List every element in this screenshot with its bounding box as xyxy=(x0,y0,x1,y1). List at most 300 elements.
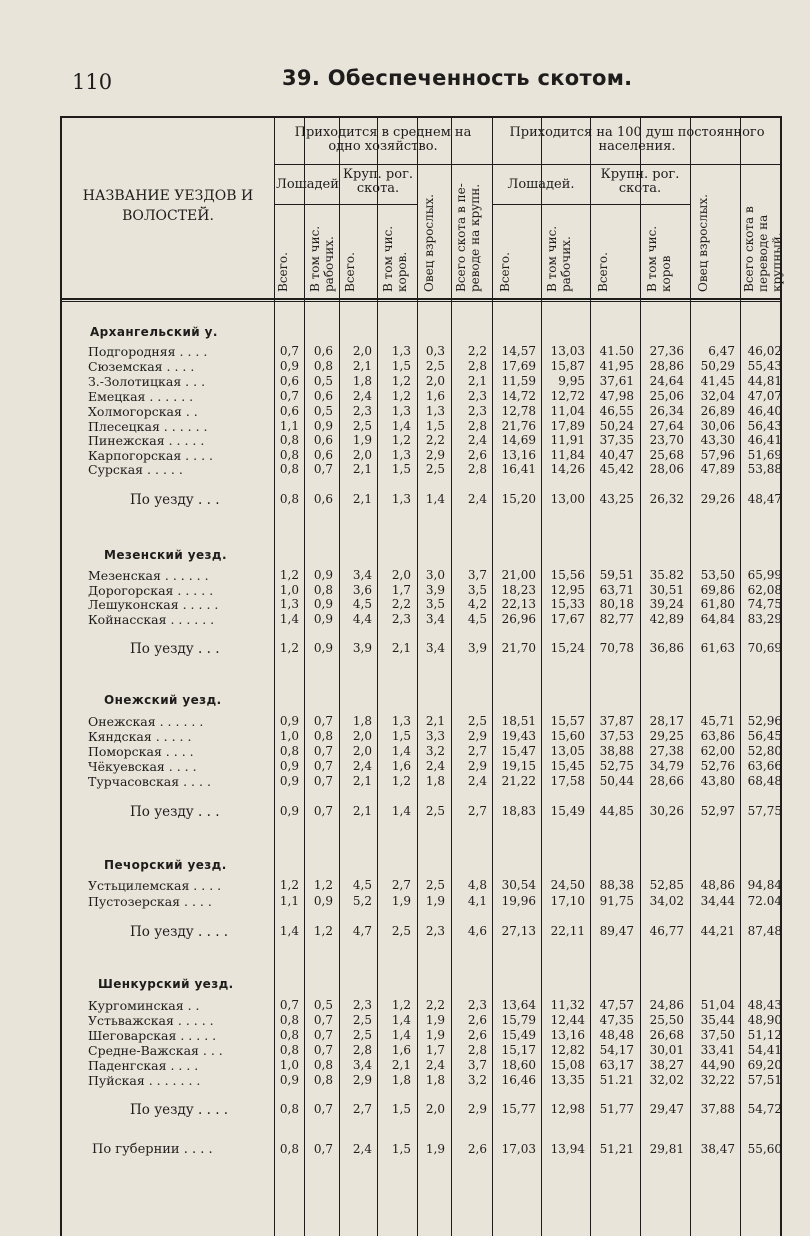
table-cell: 63,71 xyxy=(599,583,634,597)
table-cell: 18,23 xyxy=(501,583,536,597)
district-total-cell: 29,26 xyxy=(700,492,735,506)
table-cell: 2,0 xyxy=(352,729,372,743)
table-cell: 2,4 xyxy=(352,389,372,403)
district-total-cell: 48,47 xyxy=(747,492,782,506)
table-cell: 47,89 xyxy=(700,462,735,476)
table-cell: 1,2 xyxy=(313,878,333,892)
district-total-cell: 1,4 xyxy=(425,492,445,506)
table-cell: 3,4 xyxy=(352,568,372,582)
table-cell: 1,5 xyxy=(391,462,411,476)
table-cell: 24,50 xyxy=(550,878,585,892)
table-cell: 12,72 xyxy=(550,389,585,403)
table-cell: 9,95 xyxy=(558,374,585,388)
table-row-name: Дорогорская . . . . . xyxy=(88,583,214,598)
table-cell: 2,8 xyxy=(467,462,487,476)
district-total-cell: 1,3 xyxy=(391,492,411,506)
table-cell: 4,5 xyxy=(352,597,372,611)
table-cell: 44,90 xyxy=(700,1058,735,1072)
table-cell: 37,87 xyxy=(599,714,634,728)
table-cell: 2,3 xyxy=(352,998,372,1012)
table-cell: 1,0 xyxy=(279,583,299,597)
animal-sub-rule xyxy=(274,204,417,205)
table-cell: 1,9 xyxy=(425,1013,445,1027)
table-cell: 2,1 xyxy=(425,714,445,728)
table-cell: 13,03 xyxy=(550,344,585,358)
table-cell: 46,40 xyxy=(747,404,782,418)
table-cell: 1,8 xyxy=(425,774,445,788)
table-cell: 51,12 xyxy=(747,1028,782,1042)
table-cell: 4,5 xyxy=(467,612,487,626)
table-cell: 37,53 xyxy=(599,729,634,743)
table-cell: 12,44 xyxy=(550,1013,585,1027)
table-cell: 63,86 xyxy=(700,729,735,743)
table-cell: 52,85 xyxy=(649,878,684,892)
table-cell: 51,04 xyxy=(700,998,735,1012)
province-total-cell: 0,8 xyxy=(279,1142,299,1156)
district-total-cell: 1,4 xyxy=(391,804,411,818)
page-number: 110 xyxy=(72,70,113,94)
table-cell: 1,4 xyxy=(279,612,299,626)
table-row-name: Сурская . . . . . xyxy=(88,462,183,477)
table-cell: 29,25 xyxy=(649,729,684,743)
table-cell: 13,16 xyxy=(501,448,536,462)
table-cell: 11,84 xyxy=(550,448,585,462)
district-total-cell: 2,1 xyxy=(391,641,411,655)
table-cell: 4,8 xyxy=(467,878,487,892)
table-cell: 25,50 xyxy=(649,1013,684,1027)
table-cell: 38,27 xyxy=(649,1058,684,1072)
district-total-cell: 0,9 xyxy=(279,804,299,818)
table-cell: 0,8 xyxy=(279,1043,299,1057)
table-cell: 0,9 xyxy=(313,568,333,582)
table-cell: 16,41 xyxy=(501,462,536,476)
table-cell: 30,51 xyxy=(649,583,684,597)
table-cell: 69,20 xyxy=(747,1058,782,1072)
table-cell: 2,4 xyxy=(467,433,487,447)
table-cell: 2,0 xyxy=(391,568,411,582)
table-cell: 1,3 xyxy=(391,448,411,462)
district-total-cell: 26,32 xyxy=(649,492,684,506)
table-cell: 28,86 xyxy=(649,359,684,373)
district-total-cell: 2,5 xyxy=(391,924,411,938)
table-cell: 34,79 xyxy=(649,759,684,773)
table-cell: 4,1 xyxy=(467,894,487,908)
table-cell: 69,86 xyxy=(700,583,735,597)
table-row-name: Кургоминская . . xyxy=(88,998,200,1013)
table-cell: 2,2 xyxy=(425,433,445,447)
table-cell: 88,38 xyxy=(599,878,634,892)
table-cell: 1,4 xyxy=(391,419,411,433)
table-cell: 45,42 xyxy=(599,462,634,476)
province-total-cell: 1,9 xyxy=(425,1142,445,1156)
table-cell: 1,7 xyxy=(391,583,411,597)
table-cell: 43,30 xyxy=(700,433,735,447)
table-cell: 1,3 xyxy=(391,404,411,418)
table-cell: 2,4 xyxy=(352,759,372,773)
table-cell: 3,0 xyxy=(425,568,445,582)
table-cell: 11,32 xyxy=(550,998,585,1012)
district-total-cell: 89,47 xyxy=(599,924,634,938)
table-cell: 2,0 xyxy=(352,744,372,758)
table-cell: 53,50 xyxy=(700,568,735,582)
district-total-cell: 61,63 xyxy=(700,641,735,655)
table-cell: 46,02 xyxy=(747,344,782,358)
table-cell: 50,44 xyxy=(599,774,634,788)
table-cell: 48,86 xyxy=(700,878,735,892)
table-cell: 0,8 xyxy=(313,729,333,743)
table-cell: 0,5 xyxy=(313,998,333,1012)
table-row-name: Сюземская . . . . xyxy=(88,359,195,374)
sub-converted-header: Всего скота в пе- реводе на крупн. xyxy=(454,183,482,292)
table-cell: 15,17 xyxy=(501,1043,536,1057)
table-cell: 17,89 xyxy=(550,419,585,433)
district-total-cell: 87,48 xyxy=(747,924,782,938)
table-cell: 0,9 xyxy=(313,612,333,626)
table-cell: 0,8 xyxy=(279,744,299,758)
district-total-cell: 37,88 xyxy=(700,1102,735,1116)
horses-header: Лошадей xyxy=(276,177,339,192)
table-cell: 61,80 xyxy=(700,597,735,611)
district-total-cell: 2,0 xyxy=(425,1102,445,1116)
group-sub-rule xyxy=(274,164,780,165)
province-total-cell: 1,5 xyxy=(391,1142,411,1156)
table-cell: 30,01 xyxy=(649,1043,684,1057)
table-cell: 42,89 xyxy=(649,612,684,626)
district-total-cell: 2,9 xyxy=(467,1102,487,1116)
district-total-cell: 15,49 xyxy=(550,804,585,818)
table-cell: 13,05 xyxy=(550,744,585,758)
table-cell: 0,7 xyxy=(279,998,299,1012)
table-cell: 12,78 xyxy=(501,404,536,418)
table-cell: 53,88 xyxy=(747,462,782,476)
horses-header-2: Лошадей. xyxy=(507,177,575,192)
table-cell: 3,2 xyxy=(467,1073,487,1087)
table-cell: 94,84 xyxy=(747,878,782,892)
table-cell: 1,5 xyxy=(391,729,411,743)
table-cell: 2,1 xyxy=(352,462,372,476)
table-cell: 16,46 xyxy=(501,1073,536,1087)
table-cell: 2,5 xyxy=(467,714,487,728)
province-total-cell: 38,47 xyxy=(700,1142,735,1156)
table-cell: 48,90 xyxy=(747,1013,782,1027)
district-total-cell: 2,1 xyxy=(352,804,372,818)
table-row-name: З.-Золотицкая . . . xyxy=(88,374,206,389)
table-row-name: Холмогорская . . xyxy=(88,404,198,419)
table-cell: 40,47 xyxy=(599,448,634,462)
table-cell: 1,2 xyxy=(391,433,411,447)
table-cell: 13,64 xyxy=(501,998,536,1012)
table-cell: 0,6 xyxy=(313,344,333,358)
district-total-cell: 2,1 xyxy=(352,492,372,506)
table-cell: 56,45 xyxy=(747,729,782,743)
table-cell: 4,4 xyxy=(352,612,372,626)
table-cell: 18,60 xyxy=(501,1058,536,1072)
table-cell: 2,3 xyxy=(467,389,487,403)
table-cell: 0,6 xyxy=(279,374,299,388)
table-cell: 2,3 xyxy=(467,404,487,418)
table-cell: 0,7 xyxy=(279,389,299,403)
table-cell: 14,69 xyxy=(501,433,536,447)
table-cell: 0,9 xyxy=(279,359,299,373)
table-cell: 2,4 xyxy=(467,774,487,788)
table-cell: 2,9 xyxy=(467,729,487,743)
table-cell: 2,5 xyxy=(425,359,445,373)
table-cell: 47,98 xyxy=(599,389,634,403)
district-total-cell: 2,7 xyxy=(467,804,487,818)
table-row-name: Мезенская . . . . . . xyxy=(88,568,209,583)
table-cell: 1,3 xyxy=(391,714,411,728)
district-total-cell: 18,83 xyxy=(501,804,536,818)
table-cell: 1,4 xyxy=(391,744,411,758)
table-cell: 41,95 xyxy=(599,359,634,373)
table-cell: 2,9 xyxy=(352,1073,372,1087)
table-cell: 2,6 xyxy=(467,1013,487,1027)
table-cell: 3,4 xyxy=(352,1058,372,1072)
district-total-label: По уезду . . . xyxy=(130,492,220,508)
table-cell: 2,5 xyxy=(425,878,445,892)
table-cell: 14,26 xyxy=(550,462,585,476)
table-cell: 2,8 xyxy=(467,359,487,373)
table-cell: 2,1 xyxy=(352,774,372,788)
table-cell: 2,1 xyxy=(391,1058,411,1072)
district-total-cell: 1,4 xyxy=(279,924,299,938)
table-cell: 15,60 xyxy=(550,729,585,743)
table-cell: 35,44 xyxy=(700,1013,735,1027)
district-total-cell: 13,00 xyxy=(550,492,585,506)
table-cell: 2,4 xyxy=(425,759,445,773)
table-cell: 27,64 xyxy=(649,419,684,433)
section-title: Шенкурский уезд. xyxy=(98,977,234,991)
table-cell: 0,8 xyxy=(313,1073,333,1087)
sub-cows-header: В том чис. коров. xyxy=(381,225,409,292)
animal-sub-rule-2 xyxy=(492,204,690,205)
table-cell: 27,36 xyxy=(649,344,684,358)
table-cell: 52,80 xyxy=(747,744,782,758)
table-cell: 59,51 xyxy=(599,568,634,582)
table-cell: 0,7 xyxy=(313,759,333,773)
district-total-label: По уезду . . . . xyxy=(130,924,229,940)
table-cell: 15,08 xyxy=(550,1058,585,1072)
table-cell: 2,6 xyxy=(467,448,487,462)
table-cell: 30,54 xyxy=(501,878,536,892)
table-cell: 2,3 xyxy=(467,998,487,1012)
table-cell: 2,3 xyxy=(391,612,411,626)
cattle-header: Круп. рог. скота. xyxy=(342,167,414,196)
table-cell: 0,8 xyxy=(279,1028,299,1042)
table-cell: 65,99 xyxy=(747,568,782,582)
table-cell: 0,7 xyxy=(313,774,333,788)
table-cell: 0,8 xyxy=(313,1058,333,1072)
table-cell: 0,8 xyxy=(313,359,333,373)
table-cell: 35.82 xyxy=(649,568,684,582)
table-cell: 4,2 xyxy=(467,597,487,611)
table-cell: 15,47 xyxy=(501,744,536,758)
sub-total-header: Всего. xyxy=(596,252,610,292)
table-cell: 1,2 xyxy=(391,389,411,403)
table-cell: 46,41 xyxy=(747,433,782,447)
district-total-cell: 1,2 xyxy=(313,924,333,938)
table-cell: 1,0 xyxy=(279,1058,299,1072)
table-cell: 1,6 xyxy=(391,1043,411,1057)
district-total-cell: 57,75 xyxy=(747,804,782,818)
district-total-cell: 0,8 xyxy=(279,1102,299,1116)
table-cell: 2,0 xyxy=(352,344,372,358)
table-cell: 28,17 xyxy=(649,714,684,728)
table-cell: 57,96 xyxy=(700,448,735,462)
table-row-name: Пуйская . . . . . . . xyxy=(88,1073,201,1088)
table-cell: 3,3 xyxy=(425,729,445,743)
table-cell: 1,6 xyxy=(425,389,445,403)
table-cell: 0,9 xyxy=(279,1073,299,1087)
table-cell: 2,2 xyxy=(391,597,411,611)
table-cell: 38,88 xyxy=(599,744,634,758)
table-cell: 0,7 xyxy=(313,744,333,758)
table-cell: 1,8 xyxy=(352,714,372,728)
section-title: Мезенский уезд. xyxy=(104,548,227,562)
district-total-cell: 3,9 xyxy=(352,641,372,655)
table-cell: 3,7 xyxy=(467,1058,487,1072)
table-cell: 37,35 xyxy=(599,433,634,447)
table-cell: 15,56 xyxy=(550,568,585,582)
table-cell: 43,80 xyxy=(700,774,735,788)
header-bottom-rule-2 xyxy=(60,301,780,302)
table-row-name: Кяндская . . . . . xyxy=(88,729,192,744)
table-cell: 62,00 xyxy=(700,744,735,758)
page-title: 39. Обеспеченность скотом. xyxy=(282,66,633,90)
table-cell: 28,66 xyxy=(649,774,684,788)
table-cell: 0,3 xyxy=(425,344,445,358)
district-total-cell: 46,77 xyxy=(649,924,684,938)
table-cell: 26,68 xyxy=(649,1028,684,1042)
table-cell: 2,5 xyxy=(425,462,445,476)
district-total-cell: 2,3 xyxy=(425,924,445,938)
table-cell: 33,41 xyxy=(700,1043,735,1057)
table-cell: 23,70 xyxy=(649,433,684,447)
district-total-cell: 2,7 xyxy=(352,1102,372,1116)
table-cell: 46,55 xyxy=(599,404,634,418)
table-cell: 1,0 xyxy=(279,729,299,743)
table-cell: 0,6 xyxy=(313,448,333,462)
section-title: Печорский уезд. xyxy=(104,858,227,872)
table-row-name: Карпогорская . . . . xyxy=(88,448,213,463)
table-cell: 12,82 xyxy=(550,1043,585,1057)
section-title: Архангельский у. xyxy=(90,325,218,339)
district-total-cell: 12,98 xyxy=(550,1102,585,1116)
table-cell: 2,6 xyxy=(467,1028,487,1042)
table-cell: 2,0 xyxy=(425,374,445,388)
table-row-name: Емецкая . . . . . . xyxy=(88,389,194,404)
table-row-name: Средне-Важская . . . xyxy=(88,1043,223,1058)
table-cell: 1,4 xyxy=(391,1013,411,1027)
table-cell: 2,1 xyxy=(352,359,372,373)
province-total-cell: 2,6 xyxy=(467,1142,487,1156)
district-total-cell: 52,97 xyxy=(700,804,735,818)
table-cell: 56,43 xyxy=(747,419,782,433)
district-total-cell: 44,21 xyxy=(700,924,735,938)
table-cell: 52,76 xyxy=(700,759,735,773)
table-cell: 41,45 xyxy=(700,374,735,388)
table-cell: 26,96 xyxy=(501,612,536,626)
table-cell: 1,8 xyxy=(425,1073,445,1087)
table-cell: 19,15 xyxy=(501,759,536,773)
table-cell: 13,16 xyxy=(550,1028,585,1042)
district-total-cell: 3,4 xyxy=(425,641,445,655)
table-cell: 19,96 xyxy=(501,894,536,908)
table-cell: 1,9 xyxy=(425,1028,445,1042)
table-cell: 15,33 xyxy=(550,597,585,611)
table-cell: 34,02 xyxy=(649,894,684,908)
table-row-name: Койнасская . . . . . . xyxy=(88,612,215,627)
table-cell: 22,13 xyxy=(501,597,536,611)
table-cell: 3,7 xyxy=(467,568,487,582)
sub-sheep-header: Овец взрослых. xyxy=(422,194,436,292)
table-cell: 0,5 xyxy=(313,404,333,418)
table-cell: 24,86 xyxy=(649,998,684,1012)
table-cell: 0,8 xyxy=(279,462,299,476)
table-cell: 1,3 xyxy=(391,344,411,358)
table-cell: 1,9 xyxy=(391,894,411,908)
table-cell: 68,48 xyxy=(747,774,782,788)
sub-cows-header: В том чис. коров xyxy=(645,225,673,292)
table-cell: 2,4 xyxy=(425,1058,445,1072)
table-cell: 0,7 xyxy=(313,462,333,476)
sub-sheep-header: Овец взрослых. xyxy=(696,194,710,292)
province-total-cell: 29,81 xyxy=(649,1142,684,1156)
table-cell: 63,17 xyxy=(599,1058,634,1072)
table-cell: 54,17 xyxy=(599,1043,634,1057)
district-total-cell: 0,7 xyxy=(313,1102,333,1116)
table-cell: 17,69 xyxy=(501,359,536,373)
province-total-cell: 17,03 xyxy=(501,1142,536,1156)
table-cell: 50,29 xyxy=(700,359,735,373)
table-cell: 0,7 xyxy=(313,1043,333,1057)
table-cell: 52,96 xyxy=(747,714,782,728)
table-cell: 1,2 xyxy=(391,774,411,788)
table-cell: 2,8 xyxy=(467,1043,487,1057)
province-total-cell: 51,21 xyxy=(599,1142,634,1156)
table-cell: 41.50 xyxy=(599,344,634,358)
district-total-cell: 1,5 xyxy=(391,1102,411,1116)
table-cell: 0,6 xyxy=(279,404,299,418)
district-total-cell: 0,9 xyxy=(313,641,333,655)
table-row-name: Подгородняя . . . . xyxy=(88,344,208,359)
table-row-name: Онежская . . . . . . xyxy=(88,714,204,729)
table-cell: 0,9 xyxy=(313,894,333,908)
table-cell: 54,41 xyxy=(747,1043,782,1057)
table-row-name: Пинежская . . . . . xyxy=(88,433,205,448)
table-cell: 0,9 xyxy=(279,714,299,728)
province-total-label: По губернии . . . . xyxy=(92,1142,213,1157)
table-cell: 0,9 xyxy=(313,597,333,611)
table-cell: 11,91 xyxy=(550,433,585,447)
table-cell: 83,29 xyxy=(747,612,782,626)
table-cell: 48,43 xyxy=(747,998,782,1012)
table-cell: 30,06 xyxy=(700,419,735,433)
table-cell: 64,84 xyxy=(700,612,735,626)
table-cell: 0,8 xyxy=(279,1013,299,1027)
district-total-label: По уезду . . . xyxy=(130,804,220,820)
table-cell: 1,1 xyxy=(279,419,299,433)
table-cell: 44,81 xyxy=(747,374,782,388)
table-cell: 17,10 xyxy=(550,894,585,908)
table-cell: 47,07 xyxy=(747,389,782,403)
name-column-header: НАЗВАНИЕ УЕЗДОВ И ВОЛОСТЕЙ. xyxy=(82,188,254,224)
district-total-cell: 43,25 xyxy=(599,492,634,506)
table-cell: 0,9 xyxy=(279,774,299,788)
table-cell: 6,47 xyxy=(708,344,735,358)
table-cell: 3,6 xyxy=(352,583,372,597)
district-total-cell: 54,72 xyxy=(747,1102,782,1116)
